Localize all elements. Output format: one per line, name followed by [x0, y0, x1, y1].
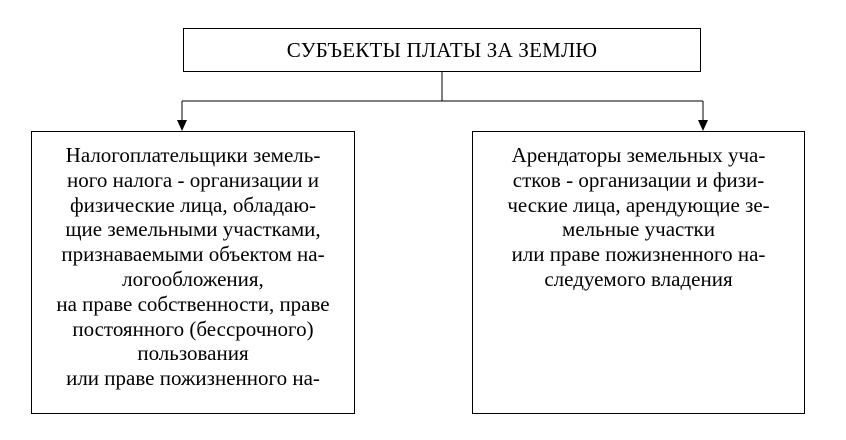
- right-box-line: Арендаторы земельных уча-: [511, 143, 766, 167]
- left-box-line: постоянного (бессрочного): [72, 316, 314, 341]
- left-box-line: на праве собственности, праве: [56, 291, 330, 316]
- right-arrowhead-icon: [698, 120, 708, 131]
- right-box-line: или праве пожизненного на-: [511, 242, 766, 267]
- right-box-line: стков - организации и физи-: [512, 167, 765, 192]
- right-box-tenants: [472, 131, 805, 414]
- right-box-line: мельные участки: [562, 217, 715, 242]
- left-box-line: Налогоплательщики земель-: [65, 143, 321, 167]
- right-box-line: следуемого владения: [544, 266, 733, 291]
- left-box-line: ного налога - организации и: [67, 167, 319, 192]
- right-box-text: [473, 143, 804, 292]
- left-box-taxpayers: [31, 131, 355, 414]
- right-box-line: ческие лица, арендующие зе-: [507, 192, 770, 217]
- left-arrowhead-icon: [177, 120, 187, 131]
- left-box-line: пользования: [137, 341, 249, 366]
- left-box-line: признаваемыми объектом на-: [61, 242, 325, 267]
- diagram-title: СУБЪЕКТЫ ПЛАТЫ ЗА ЗЕМЛЮ: [286, 37, 598, 62]
- left-box-line: физические лица, обладаю-: [69, 192, 317, 217]
- left-box-text: [32, 143, 354, 391]
- left-box-line: щие земельными участками,: [65, 217, 321, 242]
- left-box-line: или праве пожизненного на-: [66, 366, 320, 391]
- title-box: [183, 28, 701, 72]
- left-box-line: логообложения,: [122, 266, 264, 291]
